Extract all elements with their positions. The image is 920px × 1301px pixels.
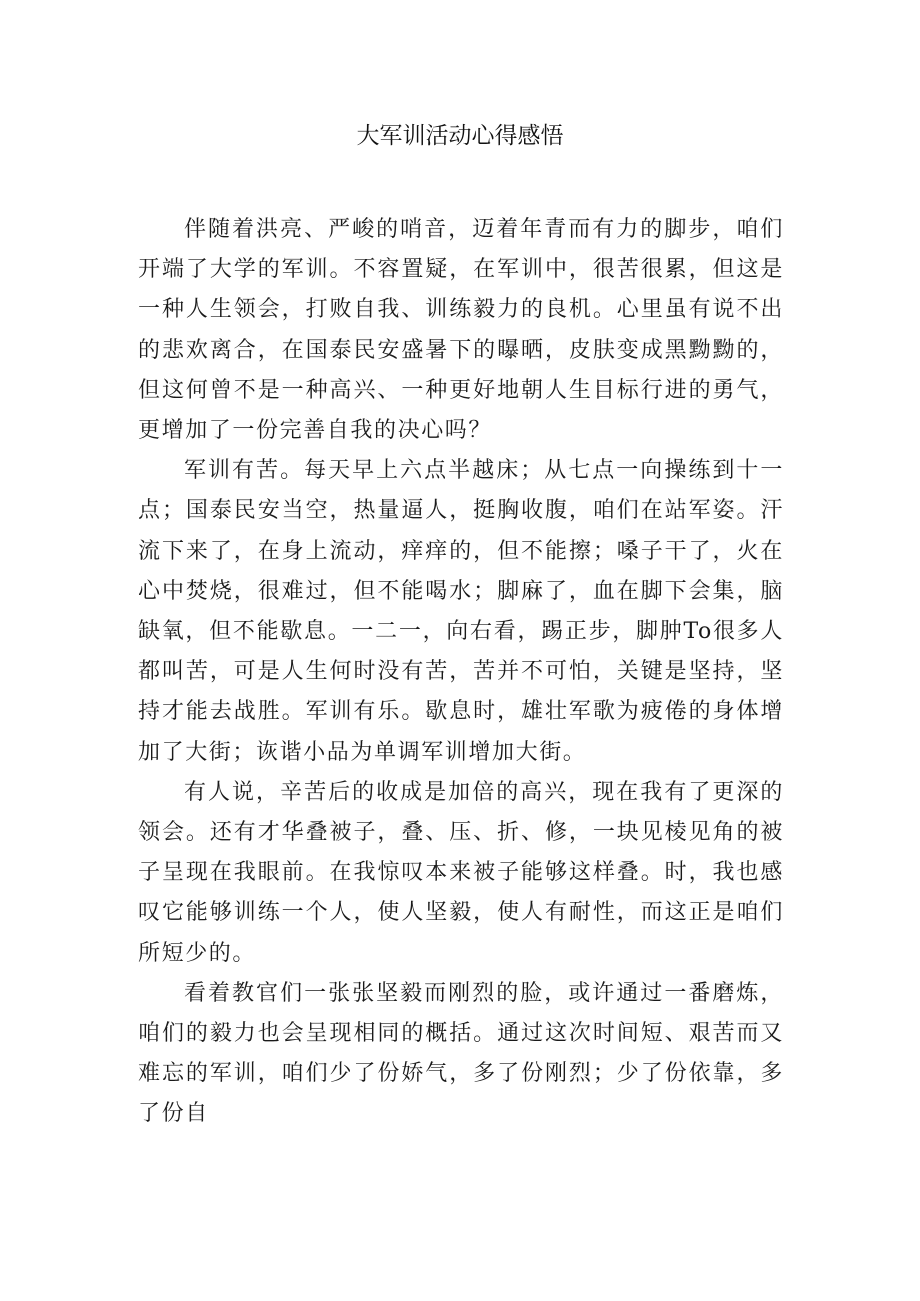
document-body xyxy=(138,210,784,1135)
paragraph: 军训有苦。每天早上六点半越床；从七点一向操练到十一点；国泰民安当空，热量逼人，挺胸收腹，咱们在站军姿。汗流下来了，在身上流动，痒痒的，但不能擦；嗓子干了，火在心中焚烧，很难过，但不能喝水；脚麻了，血在脚下会集，脑缺氧，但不能歇息。一二一，向右看，踢正步，脚肿To很多人都叫苦，可是人生何时没有苦，苦并不可怕，关键是坚持，坚持才能去战胜。军训有乐。歇息时，雄壮军歌为疲倦的身体增加了大街；诙谐小品为单调军训增加大街。 xyxy=(138,458,784,765)
paragraph: 有人说，辛苦后的收成是加倍的高兴，现在我有了更深的领会。还有才华叠被子，叠、压、折、修，一块见棱见角的被子呈现在我眼前。在我惊叹本来被子能够这样叠。时，我也感叹它能够训练一个人，使人坚毅，使人有耐性，而这正是咱们所短少的。 xyxy=(138,779,784,966)
document-title: 大军训活动心得感悟 xyxy=(356,123,564,149)
paragraph: 看着教官们一张张坚毅而刚烈的脸，或许通过一番磨炼，咱们的毅力也会呈现相同的概括。通过这次时间短、艰苦而又难忘的军训，咱们少了份娇气，多了份刚烈；少了份依靠，多了份自 xyxy=(138,980,784,1127)
paragraph: 伴随着洪亮、严峻的哨音，迈着年青而有力的脚步，咱们开端了大学的军训。不容置疑，在军训中，很苦很累，但这是一种人生领会，打败自我、训练毅力的良机。心里虽有说不出的悲欢离合，在国泰民安盛暑下的曝晒，皮肤变成黑黝黝的，但这何曾不是一种高兴、一种更好地朝人生目标行进的勇气，更增加了一份完善自我的决心吗？ xyxy=(138,217,784,444)
